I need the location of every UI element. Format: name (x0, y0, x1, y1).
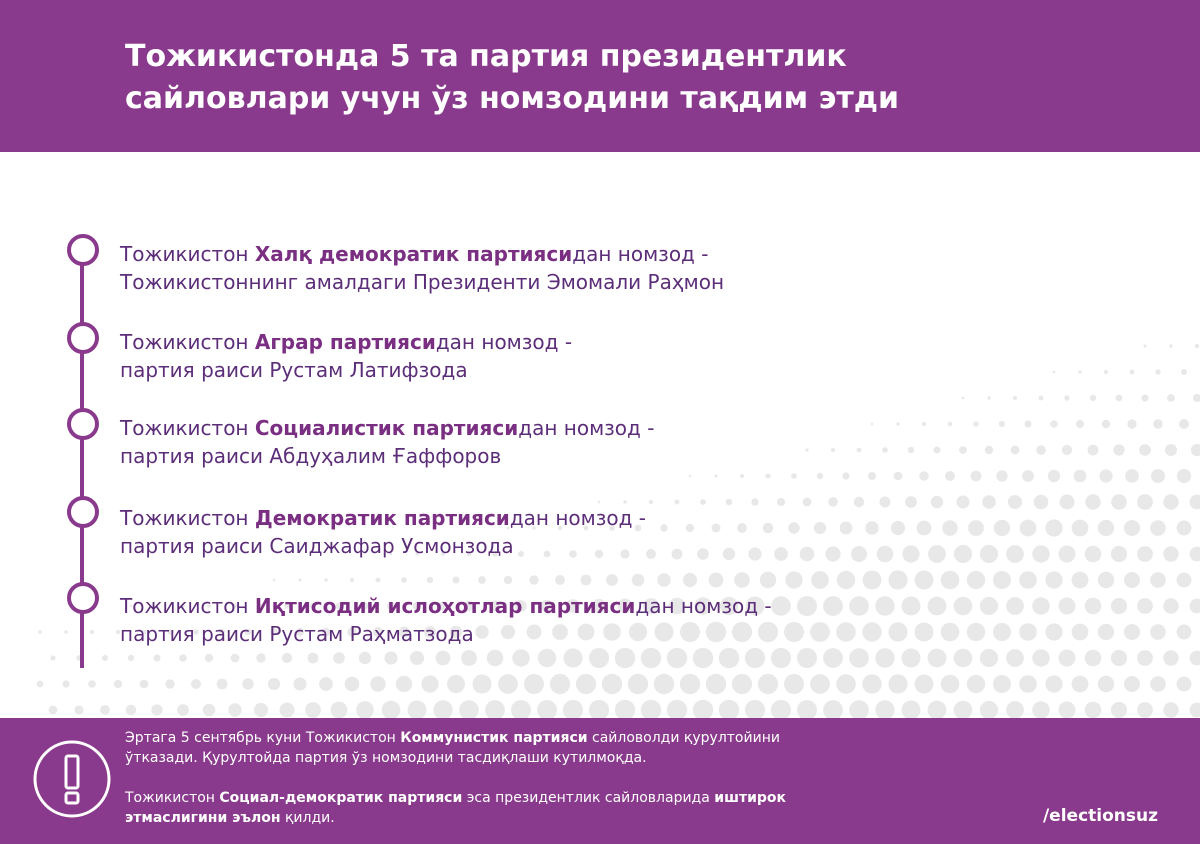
item-prefix: Тожикистон (120, 594, 255, 618)
item-party: Демократик партияси (254, 506, 510, 530)
item-suffix: дан номзод - (509, 506, 647, 530)
item-party: Социалистик партияси (254, 416, 519, 440)
candidates-timeline (0, 152, 1200, 718)
note-bold-text: иштирок (714, 790, 787, 806)
item-suffix: дан номзод - (635, 594, 772, 618)
item-prefix: Тожикистон (120, 242, 255, 266)
note-text: қилди. (280, 810, 335, 826)
timeline-item (120, 504, 646, 560)
item-suffix: дан номзод - (435, 330, 573, 354)
footer-note-1 (125, 728, 945, 768)
note-text: сайловолди қурултойини (587, 730, 780, 746)
note-bold-text: этмаслигини эълон (125, 810, 281, 826)
timeline-node-icon (67, 496, 99, 528)
timeline-item-line-1 (120, 240, 724, 268)
footer-banner (0, 718, 1200, 844)
note-text: эса президентлик сайловларида (462, 790, 715, 806)
item-party: Аграр партияси (254, 330, 436, 354)
timeline-node-icon (67, 582, 99, 614)
item-prefix: Тожикистон (120, 330, 255, 354)
item-suffix: дан номзод - (572, 242, 709, 266)
timeline-item-line-1 (120, 328, 572, 356)
page-title (125, 36, 1125, 120)
note-text: Тожикистон (125, 790, 220, 806)
title-line-1: Тожикистонда 5 та партия президентлик (125, 39, 847, 74)
footer-note-2 (125, 788, 945, 828)
timeline-item-line-1 (120, 504, 646, 532)
exclamation-circle-icon (32, 739, 112, 819)
brand-handle: /electionsuz (1042, 806, 1158, 826)
timeline-node-icon (67, 234, 99, 266)
timeline-item-line-2: партия раиси Саиджафар Усмонзода (120, 534, 514, 558)
header-banner (0, 0, 1200, 152)
timeline-item (120, 592, 772, 648)
timeline-item-line-2: партия раиси Рустам Латифзода (120, 358, 468, 382)
timeline-item-line-1 (120, 414, 654, 442)
timeline-item-line-1 (120, 592, 772, 620)
item-party: Халқ демократик партияси (254, 242, 573, 266)
timeline-item (120, 328, 572, 384)
note-bold-text: Коммунистик партияси (400, 730, 588, 746)
timeline-item (120, 240, 724, 296)
timeline-item-line-2: Тожикистоннинг амалдаги Президенти Эмомали Раҳмон (120, 270, 725, 294)
title-line-2: сайловлари учун ўз номзодини тақдим этди (125, 81, 900, 116)
timeline-item-line-2: партия раиси Абдуҳалим Ғаффоров (120, 444, 502, 468)
note-bold-text: Социал-демократик партияси (219, 790, 463, 806)
timeline-item-line-2: партия раиси Рустам Раҳматзода (120, 622, 474, 646)
note-text: ўтказади. Қурултойда партия ўз номзодини тасдиқлаши кутилмоқда. (125, 750, 647, 766)
item-prefix: Тожикистон (120, 506, 255, 530)
item-suffix: дан номзод - (518, 416, 655, 440)
note-text: Эртага 5 сентябрь куни Тожикистон (125, 730, 401, 746)
timeline-node-icon (67, 322, 99, 354)
item-prefix: Тожикистон (120, 416, 255, 440)
timeline-node-icon (67, 408, 99, 440)
item-party: Иқтисодий ислоҳотлар партияси (254, 594, 636, 618)
timeline-item (120, 414, 654, 470)
